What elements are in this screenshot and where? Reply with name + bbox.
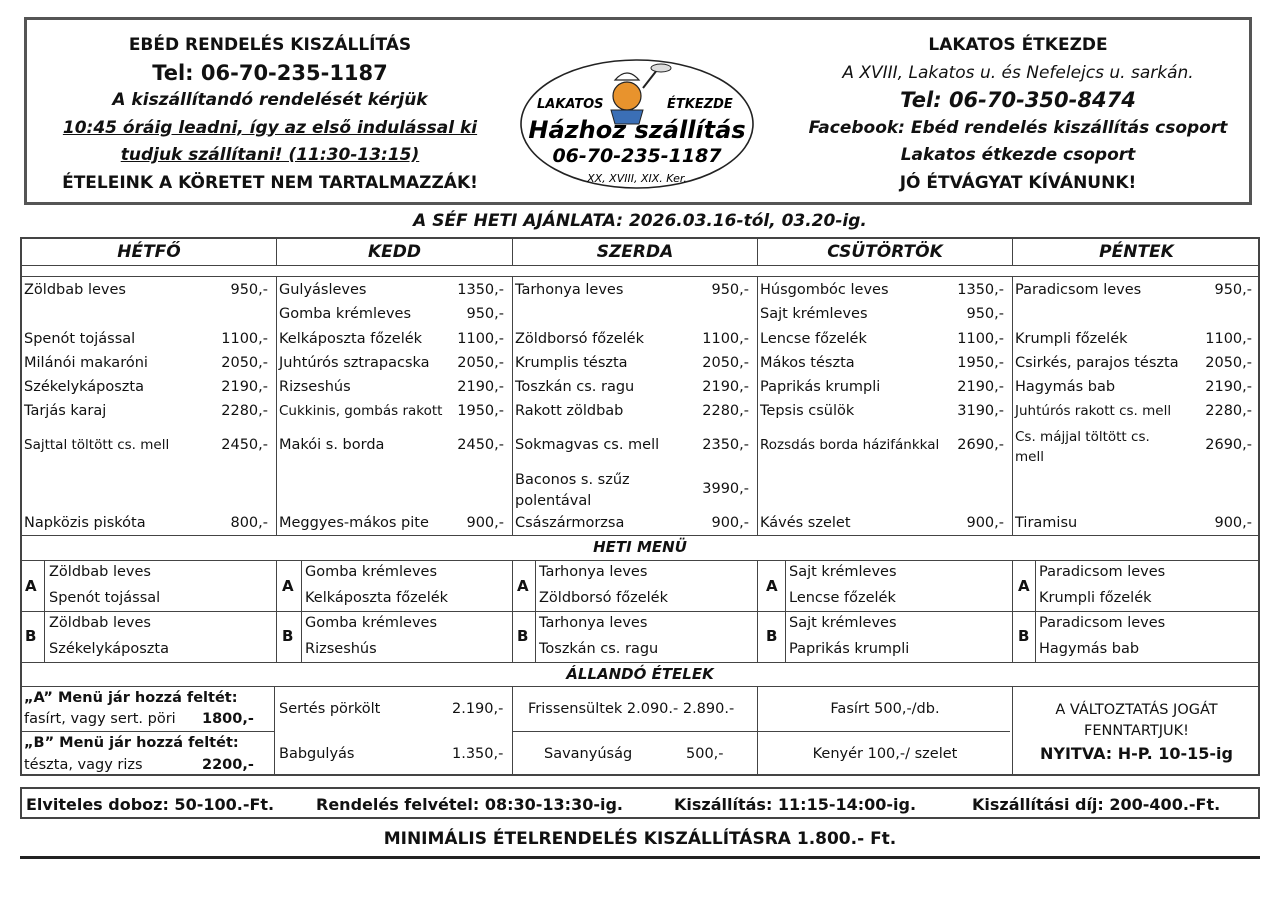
- menu-b-label: B: [282, 627, 294, 645]
- menu-b-main: Rizseshús: [305, 641, 377, 657]
- col-divider: [512, 560, 513, 662]
- col-divider: [274, 686, 275, 776]
- menu-a-label: A: [766, 577, 778, 595]
- dish-name: Sajt krémleves: [760, 306, 868, 322]
- dish-name: Kávés szelet: [760, 515, 851, 531]
- dish-cell: [1013, 403, 1256, 423]
- bottom-rule: [20, 856, 1260, 859]
- logo-districts: XX, XVIII, XIX. Ker.: [587, 172, 687, 185]
- col-divider: [301, 560, 302, 662]
- dish-name: Gomba krémleves: [279, 306, 412, 322]
- dish-name: Székelykáposzta: [24, 379, 144, 395]
- day-header-wednesday: SZERDA: [596, 242, 674, 262]
- menu-a-soup: Gomba krémleves: [305, 564, 438, 580]
- menu-a-main: Kelkáposzta főzelék: [305, 590, 449, 606]
- menu-a-label: A: [1018, 577, 1030, 595]
- menu-a-label: A: [517, 577, 529, 595]
- b-menu-price: 2200,-: [202, 757, 254, 773]
- dish-name: Makói s. borda: [279, 437, 385, 453]
- dish-cell: [277, 306, 508, 326]
- row-divider: [22, 731, 274, 732]
- dish-cell: [1013, 282, 1256, 302]
- dish-name: Rizseshús: [279, 379, 351, 395]
- dish-price: 950,-: [711, 282, 749, 298]
- col-divider: [757, 560, 758, 662]
- dish-price: 2190,-: [457, 379, 504, 395]
- logo-phone: 06-70-235-1187: [552, 145, 722, 167]
- header-right-title: LAKATOS ÉTKEZDE: [928, 35, 1108, 55]
- permanent-title: ÁLLANDÓ ÉTELEK: [566, 665, 714, 683]
- dish-price: 2690,-: [1205, 437, 1252, 453]
- dish-price: 2280,-: [221, 403, 268, 419]
- dish-cell: [758, 282, 1008, 302]
- dish-cell: [1013, 379, 1256, 399]
- dish-name: Juhtúrós rakott cs. mell: [1015, 403, 1172, 419]
- logo-title: Házhoz szállítás: [528, 116, 746, 144]
- dish-name: Tarhonya leves: [515, 282, 624, 298]
- row-divider: [22, 276, 1258, 277]
- dish-cell: [1013, 355, 1256, 375]
- dish-price: 950,-: [966, 306, 1004, 322]
- header-right-facebook: Facebook: Ebéd rendelés kiszállítás csoport: [808, 117, 1228, 138]
- dish-cell: [277, 331, 508, 351]
- dish-name-line2: mell: [1015, 449, 1044, 465]
- day-header-thursday: CSÜTÖRTÖK: [827, 242, 943, 262]
- menu-a-main: Lencse főzelék: [789, 590, 896, 606]
- dish-name: Császármorzsa: [515, 515, 625, 531]
- dish-name: Paprikás krumpli: [760, 379, 881, 395]
- logo-top-left: LAKATOS: [537, 97, 604, 112]
- dish-cell: [277, 403, 508, 423]
- dish-cell: [277, 379, 508, 399]
- dish-cell: [22, 437, 272, 457]
- permanent-item-price: 2.190,-: [452, 701, 504, 717]
- dish-cell: [1013, 427, 1256, 467]
- menu-b-main: Paprikás krumpli: [789, 641, 910, 657]
- menu-b-main: Székelykáposzta: [49, 641, 169, 657]
- dish-price: 1100,-: [702, 331, 749, 347]
- dish-name: Krumpli főzelék: [1015, 331, 1128, 347]
- menu-b-label: B: [25, 627, 37, 645]
- dish-price: 3190,-: [957, 403, 1004, 419]
- dish-cell: [513, 437, 753, 457]
- opening-hours: NYITVA: H-P. 10-15-ig: [1039, 744, 1233, 763]
- header-left-title: EBÉD RENDELÉS KISZÁLLÍTÁS: [128, 35, 412, 55]
- dish-cell: [513, 331, 753, 351]
- row-divider: [22, 662, 1258, 663]
- menu-a-soup: Sajt krémleves: [789, 564, 897, 580]
- order-hours: Rendelés felvétel: 08:30-13:30-ig.: [316, 795, 623, 814]
- dish-cell: [758, 331, 1008, 351]
- pickles-price: 500,-: [686, 746, 724, 762]
- col-divider: [785, 560, 786, 662]
- dish-cell: [22, 379, 272, 399]
- dish-price: 950,-: [230, 282, 268, 298]
- dish-cell: [513, 515, 753, 535]
- a-menu-price: 1800,-: [202, 711, 254, 727]
- dish-cell: [277, 437, 508, 457]
- change-notice-2: FENNTARTJUK!: [1084, 723, 1189, 739]
- dish-price: 2050,-: [702, 355, 749, 371]
- menu-a-soup: Paradicsom leves: [1039, 564, 1166, 580]
- dish-price: 3990,-: [702, 481, 749, 497]
- dish-name-line2: polentával: [515, 493, 592, 509]
- dish-name-line1: Cs. májjal töltött cs.: [1015, 429, 1150, 445]
- dish-name: Húsgombóc leves: [760, 282, 889, 298]
- col-divider: [757, 686, 758, 776]
- a-menu-title: „A” Menü jár hozzá feltét:: [24, 690, 238, 706]
- dish-name: Rozsdás borda házifánkkal: [760, 437, 940, 453]
- dish-name: Napközis piskóta: [24, 515, 146, 531]
- dish-cell: [277, 355, 508, 375]
- dish-price: 2050,-: [457, 355, 504, 371]
- fried-dishes: Frissensültek 2.090.- 2.890.-: [528, 701, 735, 717]
- meatball-price: Fasírt 500,-/db.: [830, 701, 940, 717]
- menu-b-soup: Paradicsom leves: [1039, 615, 1166, 631]
- header-left: [33, 32, 507, 197]
- dish-cell: [758, 437, 1008, 457]
- header-left-window: tudjuk szállítani! (11:30-13:15): [120, 145, 420, 165]
- dish-name: Meggyes-mákos pite: [279, 515, 429, 531]
- dish-cell: [22, 331, 272, 351]
- day-header-friday: PÉNTEK: [1099, 242, 1174, 262]
- dish-name: Csirkés, parajos tészta: [1015, 355, 1179, 371]
- dish-name: Juhtúrós sztrapacska: [279, 355, 430, 371]
- footer-info-bar: [20, 787, 1260, 819]
- dish-price: 1350,-: [457, 282, 504, 298]
- dish-cell: [1013, 515, 1256, 535]
- dish-price: 2280,-: [702, 403, 749, 419]
- dish-price: 900,-: [711, 515, 749, 531]
- menu-b-soup: Tarhonya leves: [539, 615, 648, 631]
- dish-price: 2450,-: [457, 437, 504, 453]
- dish-name: Hagymás bab: [1015, 379, 1116, 395]
- delivery-hours: Kiszállítás: 11:15-14:00-ig.: [674, 795, 917, 814]
- row-divider: [22, 686, 1258, 687]
- permanent-item-price: 1.350,-: [452, 746, 504, 762]
- logo: [515, 38, 759, 194]
- dish-cell: [513, 470, 753, 510]
- dish-price: 900,-: [466, 515, 504, 531]
- dish-price: 1100,-: [1205, 331, 1252, 347]
- dish-name: [1015, 427, 1150, 467]
- dish-cell: [22, 355, 272, 375]
- menu-a-main: Krumpli főzelék: [1039, 590, 1152, 606]
- dish-cell: [758, 355, 1008, 375]
- pickles-name: Savanyúság: [544, 746, 633, 762]
- dish-name: Zöldbab leves: [24, 282, 126, 298]
- menu-a-main: Zöldborsó főzelék: [539, 590, 668, 606]
- menu-a-soup: Tarhonya leves: [539, 564, 648, 580]
- header-left-phone: Tel: 06-70-235-1187: [152, 60, 388, 85]
- dish-name: Toszkán cs. ragu: [515, 379, 635, 395]
- dish-price: 2050,-: [1205, 355, 1252, 371]
- delivery-fee: Kiszállítási díj: 200-400.-Ft.: [972, 795, 1221, 814]
- dish-cell: [758, 306, 1008, 326]
- dish-name: Sokmagvas cs. mell: [515, 437, 660, 453]
- dish-price: 1100,-: [457, 331, 504, 347]
- dish-name: Sajttal töltött cs. mell: [24, 437, 170, 453]
- dish-cell: [513, 282, 753, 302]
- logo-top-right: ÉTKEZDE: [667, 97, 733, 112]
- dish-cell: [758, 515, 1008, 535]
- menu-b-soup: Gomba krémleves: [305, 615, 438, 631]
- week-title: A SÉF HETI AJÁNLATA: 2026.03.16-tól, 03.20-ig.: [413, 211, 867, 231]
- dish-cell: [513, 355, 753, 375]
- dish-cell: [758, 403, 1008, 423]
- menu-b-main: Hagymás bab: [1039, 641, 1140, 657]
- minimum-order: MINIMÁLIS ÉTELRENDELÉS KISZÁLLÍTÁSRA 1.800.- Ft.: [383, 829, 897, 849]
- dish-name-line1: Baconos s. szűz: [515, 472, 630, 488]
- menu-a-label: A: [282, 577, 294, 595]
- menu-a-main: Spenót tojással: [49, 590, 161, 606]
- dish-price: 2190,-: [957, 379, 1004, 395]
- col-divider: [512, 686, 513, 776]
- menu-b-soup: Sajt krémleves: [789, 615, 897, 631]
- header-right-address: A XVIII, Lakatos u. és Nefelejcs u. sarkán.: [842, 62, 1194, 83]
- dish-name: Mákos tészta: [760, 355, 855, 371]
- dish-cell: [277, 282, 508, 302]
- col-divider: [44, 560, 45, 662]
- header-left-side-note: ÉTELEINK A KÖRETET NEM TARTALMAZZÁK!: [62, 172, 478, 193]
- dish-price: 1950,-: [957, 355, 1004, 371]
- col-divider: [535, 560, 536, 662]
- dish-name: Cukkinis, gombás rakott: [279, 403, 443, 419]
- dish-price: 800,-: [230, 515, 268, 531]
- weekly-menu-title: HETI MENÜ: [593, 538, 687, 556]
- dish-price: 2190,-: [1205, 379, 1252, 395]
- dish-price: 2190,-: [221, 379, 268, 395]
- menu-a-soup: Zöldbab leves: [49, 564, 151, 580]
- dish-cell: [758, 379, 1008, 399]
- permanent-item-name: Babgulyás: [279, 746, 355, 762]
- header-left-note: A kiszállítandó rendelését kérjük: [112, 90, 428, 110]
- day-header-tuesday: KEDD: [367, 242, 421, 262]
- dish-name: Paradicsom leves: [1015, 282, 1142, 298]
- header-left-deadline: 10:45 óráig leadni, így az első indulással ki: [62, 117, 478, 138]
- b-menu-title: „B” Menü jár hozzá feltét:: [24, 735, 239, 751]
- takeaway-box-price: Elviteles doboz: 50-100.-Ft.: [26, 795, 275, 814]
- dish-price: 900,-: [966, 515, 1004, 531]
- header-right-group: Lakatos étkezde csoport: [900, 145, 1136, 165]
- row-divider: [22, 535, 1258, 536]
- dish-cell: [513, 379, 753, 399]
- dish-price: 1950,-: [457, 403, 504, 419]
- dish-cell: [22, 403, 272, 423]
- permanent-item-name: Sertés pörkölt: [279, 701, 381, 717]
- dish-name: Rakott zöldbab: [515, 403, 624, 419]
- dish-name: Kelkáposzta főzelék: [279, 331, 423, 347]
- row-divider: [22, 560, 1258, 561]
- menu-b-label: B: [1018, 627, 1030, 645]
- dish-price: 950,-: [1214, 282, 1252, 298]
- dish-name: Tarjás karaj: [24, 403, 107, 419]
- a-menu-text: fasírt, vagy sert. pöri: [24, 711, 176, 727]
- dish-name: [515, 470, 630, 512]
- header-right-wish: JÓ ÉTVÁGYAT KÍVÁNUNK!: [899, 172, 1137, 193]
- dish-cell: [277, 515, 508, 535]
- dish-price: 2450,-: [221, 437, 268, 453]
- dish-price: 2690,-: [957, 437, 1004, 453]
- dish-price: 950,-: [466, 306, 504, 322]
- menu-a-label: A: [25, 577, 37, 595]
- menu-b-soup: Zöldbab leves: [49, 615, 151, 631]
- dish-price: 2190,-: [702, 379, 749, 395]
- dish-cell: [513, 403, 753, 423]
- dish-price: 2280,-: [1205, 403, 1252, 419]
- dish-name: Tiramisu: [1015, 515, 1078, 531]
- dish-price: 900,-: [1214, 515, 1252, 531]
- dish-name: Gulyásleves: [279, 282, 367, 298]
- dish-price: 1350,-: [957, 282, 1004, 298]
- menu-b-label: B: [517, 627, 529, 645]
- dish-cell: [22, 515, 272, 535]
- col-divider: [1012, 560, 1013, 662]
- dish-name: Spenót tojással: [24, 331, 136, 347]
- menu-b-label: B: [766, 627, 778, 645]
- header-box: [24, 17, 1252, 205]
- col-divider: [276, 560, 277, 662]
- dish-name: Tepsis csülök: [760, 403, 855, 419]
- menu-b-main: Toszkán cs. ragu: [539, 641, 659, 657]
- b-menu-text: tészta, vagy rizs: [24, 757, 143, 773]
- col-divider: [1035, 560, 1036, 662]
- menu-table: [20, 237, 1260, 776]
- dish-name: Lencse főzelék: [760, 331, 867, 347]
- dish-cell: [1013, 331, 1256, 351]
- dish-cell: [22, 282, 272, 302]
- dish-price: 2350,-: [702, 437, 749, 453]
- dish-price: 1100,-: [221, 331, 268, 347]
- header-right-phone: Tel: 06-70-350-8474: [900, 88, 1136, 112]
- header-right: [787, 32, 1249, 197]
- change-notice-1: A VÁLTOZTATÁS JOGÁT: [1055, 702, 1218, 718]
- dish-name: Milánói makaróni: [24, 355, 148, 371]
- row-divider: [513, 731, 1010, 732]
- bread-price: Kenyér 100,-/ szelet: [812, 746, 958, 762]
- dish-price: 1100,-: [957, 331, 1004, 347]
- day-header-monday: HÉTFŐ: [117, 242, 181, 262]
- dish-price: 2050,-: [221, 355, 268, 371]
- row-divider: [22, 611, 1258, 612]
- dish-name: Zöldborsó főzelék: [515, 331, 644, 347]
- dish-name: Krumplis tészta: [515, 355, 628, 371]
